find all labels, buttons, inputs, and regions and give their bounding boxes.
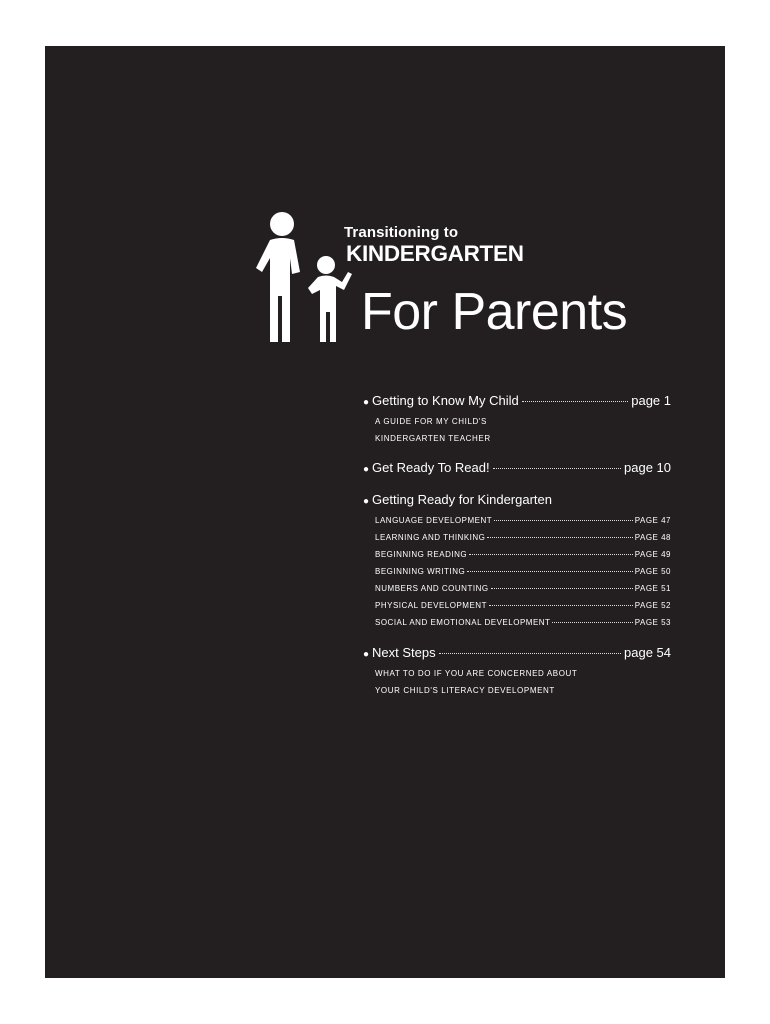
toc-entry-next-steps [363, 645, 671, 665]
toc-subentry: SOCIAL AND EMOTIONAL DEVELOPMENT PAGE 53 [375, 618, 671, 627]
toc-label: Getting to Know My Child [372, 393, 519, 408]
toc-subentry: LANGUAGE DEVELOPMENT PAGE 47 [375, 516, 671, 525]
toc-subentry: BEGINNING READING PAGE 49 [375, 550, 671, 559]
toc-entry-get-ready-to-read [363, 460, 671, 480]
toc-subentry: PHYSICAL DEVELOPMENT PAGE 52 [375, 601, 671, 610]
bullet-icon: ● [363, 649, 370, 660]
toc-label: Next Steps [372, 645, 436, 660]
toc-entry-getting-to-know [363, 393, 671, 413]
title-for-parents: For Parents [361, 283, 628, 341]
parent-and-child-icon [256, 210, 352, 342]
dot-leader [522, 401, 629, 402]
bullet-icon: ● [363, 397, 370, 408]
toc-subentry: NUMBERS AND COUNTING PAGE 51 [375, 584, 671, 593]
dot-leader [439, 653, 621, 654]
toc-subtext: WHAT TO DO IF YOU ARE CONCERNED ABOUT [375, 669, 578, 678]
toc-entry-getting-ready-for-kindergarten [363, 492, 671, 512]
bullet-icon: ● [363, 464, 370, 475]
toc-label: Getting Ready for Kindergarten [372, 492, 552, 507]
toc-subentry: LEARNING AND THINKING PAGE 48 [375, 533, 671, 542]
title-transitioning: Transitioning to [344, 224, 459, 241]
toc-subentry: BEGINNING WRITING PAGE 50 [375, 567, 671, 576]
dot-leader [493, 468, 621, 469]
toc-subtext: A GUIDE FOR MY CHILD'S [375, 417, 487, 426]
title-kindergarten: KINDERGARTEN [346, 241, 524, 266]
toc-page: page 10 [624, 460, 671, 475]
toc-subtext: YOUR CHILD'S LITERACY DEVELOPMENT [375, 686, 555, 695]
toc-subtext: KINDERGARTEN TEACHER [375, 434, 491, 443]
toc-page: page 1 [631, 393, 671, 408]
table-of-contents [363, 393, 671, 699]
toc-label: Get Ready To Read! [372, 460, 490, 475]
toc-page: page 54 [624, 645, 671, 660]
bullet-icon: ● [363, 496, 370, 507]
